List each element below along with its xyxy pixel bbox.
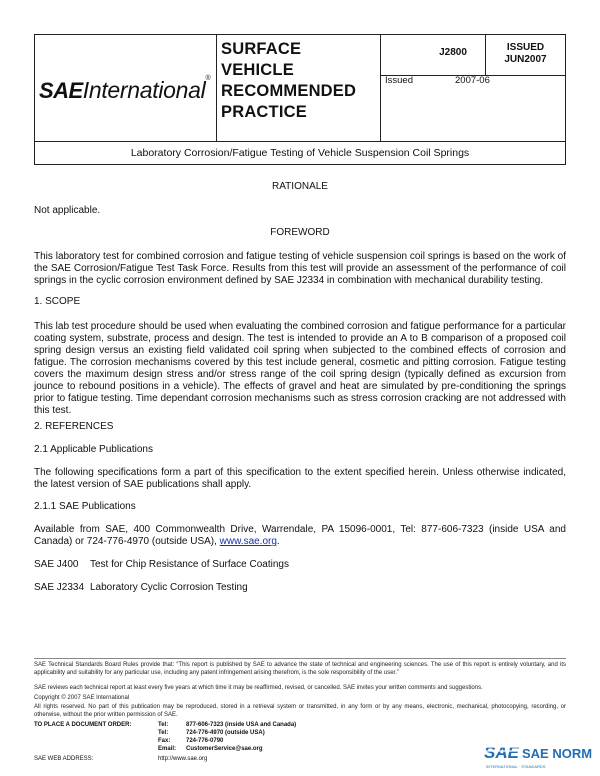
availability-text: Available from SAE, 400 Commonwealth Drive, Warrendale, PA 15096-0001, Tel: 877-606-7323 (inside USA and Canada) or 724-776-4970 (outside USA), www.sae.org. <box>34 524 566 547</box>
report-type-title: SURFACE VEHICLE RECOMMENDED PRACTICE <box>221 40 357 121</box>
sae-norm-logo-icon <box>482 741 592 771</box>
rationale-text: Not applicable. <box>34 205 101 216</box>
badge-subtext: INTERNATIONAL · STANDARDS <box>486 764 546 769</box>
reference-item: SAE J400 Test for Chip Resistance of Surface Coatings <box>34 559 289 570</box>
scope-text: This lab test procedure should be used when evaluating the combined corrosion and fatigue performance for a particular coating system, substrate, process and design. The test is intended to provide an A to B comparison of a proposed coil spring design versus an existing field validated coil spring when subjected to the combined effects of corrosion and fatigue. The corrosion mechanisms covered by this test include general, cosmetic and pitting corrosion. Fatigue testing covers the maximum design stress and/or stress range of the coil spring design (typically defined as excursion from jounce to rebound positions in a vehicle). The effects of gravel and heat are simulated by pre-conditioning the springs prior to fatigue testing. Time dependant corrosion mechanisms such as stress corrosion cracking are not addressed with this test. <box>34 321 566 416</box>
issued-label: Issued <box>385 75 413 86</box>
phone-outside-usa: 724-776-4970 (outside USA) <box>186 730 265 736</box>
applicable-publications-heading: 2.1 Applicable Publications <box>34 444 153 455</box>
rationale-heading: RATIONALE <box>272 181 328 192</box>
order-label: TO PLACE A DOCUMENT ORDER: <box>34 722 132 728</box>
foreword-text: This laboratory test for combined corrosion and fatigue testing of vehicle suspension coil springs is based on the work of the SAE Corrosion/Fatigue Test Task Force. Results from this test will provide an assessment of the performance of coil springs in the cyclic corrosion environment defined by SAE J2334 in combination with mechanical durability testing. <box>34 251 566 286</box>
copyright-notice: Copyright © 2007 SAE International <box>34 695 130 701</box>
web-address[interactable]: http://www.sae.org <box>158 756 208 762</box>
sae-publications-heading: 2.1.1 SAE Publications <box>34 501 136 512</box>
badge-text: SAE NORM <box>522 746 592 761</box>
fax-number: 724-776-0790 <box>186 738 224 744</box>
email-address[interactable]: CustomerService@sae.org <box>186 746 263 752</box>
rights-notice: All rights reserved. No part of this publication may be reproduced, stored in a retrieval system or transmitted, in any form or by any means, electronic, mechanical, photocopying, recording, or otherwise, without the prior written permission of SAE. <box>34 704 566 718</box>
standards-board-rules: SAE Technical Standards Board Rules provide that: “This report is published by SAE to advance the state of technical and engineering sciences. The use of this report is entirely voluntary, and its applicability and suitability for any particular use, including any patent infringement arising therefrom, is the sole responsibility of the user.” <box>34 662 566 676</box>
issued-date: 2007-06 <box>455 75 490 86</box>
foreword-heading: FOREWORD <box>270 227 330 238</box>
references-heading: 2. REFERENCES <box>34 421 114 432</box>
scope-heading: 1. SCOPE <box>34 296 81 307</box>
phone-inside-usa: 877-606-7323 (inside USA and Canada) <box>186 722 297 728</box>
review-notice: SAE reviews each technical report at least every five years at which time it may be reaffirmed, revised, or cancelled. SAE invites your written comments and suggestions. <box>34 685 483 691</box>
header-rule <box>35 141 565 142</box>
sae-website-link[interactable]: www.sae.org <box>219 536 277 547</box>
reference-item: SAE J2334 Laboratory Cyclic Corrosion Testing <box>34 582 248 593</box>
badge-sae-mark: SAE <box>484 743 519 762</box>
document-number: J2800 <box>439 47 467 58</box>
sae-norm-badge <box>482 741 592 771</box>
header-divider <box>216 35 217 142</box>
document-header <box>34 34 566 165</box>
footer-rule <box>34 658 566 659</box>
document-title: Laboratory Corrosion/Fatigue Testing of Vehicle Suspension Coil Springs <box>130 147 470 159</box>
sae-international-logo: SAEInternational® <box>39 75 211 103</box>
status-badge: ISSUED JUN2007 <box>504 42 547 65</box>
web-address-label: SAE WEB ADDRESS: <box>34 756 94 762</box>
applicable-publications-text: The following specifications form a part of this specification to the extent specified herein. Unless otherwise indicated, the latest version of SAE publications shall apply. <box>34 467 566 490</box>
header-divider <box>380 35 381 142</box>
